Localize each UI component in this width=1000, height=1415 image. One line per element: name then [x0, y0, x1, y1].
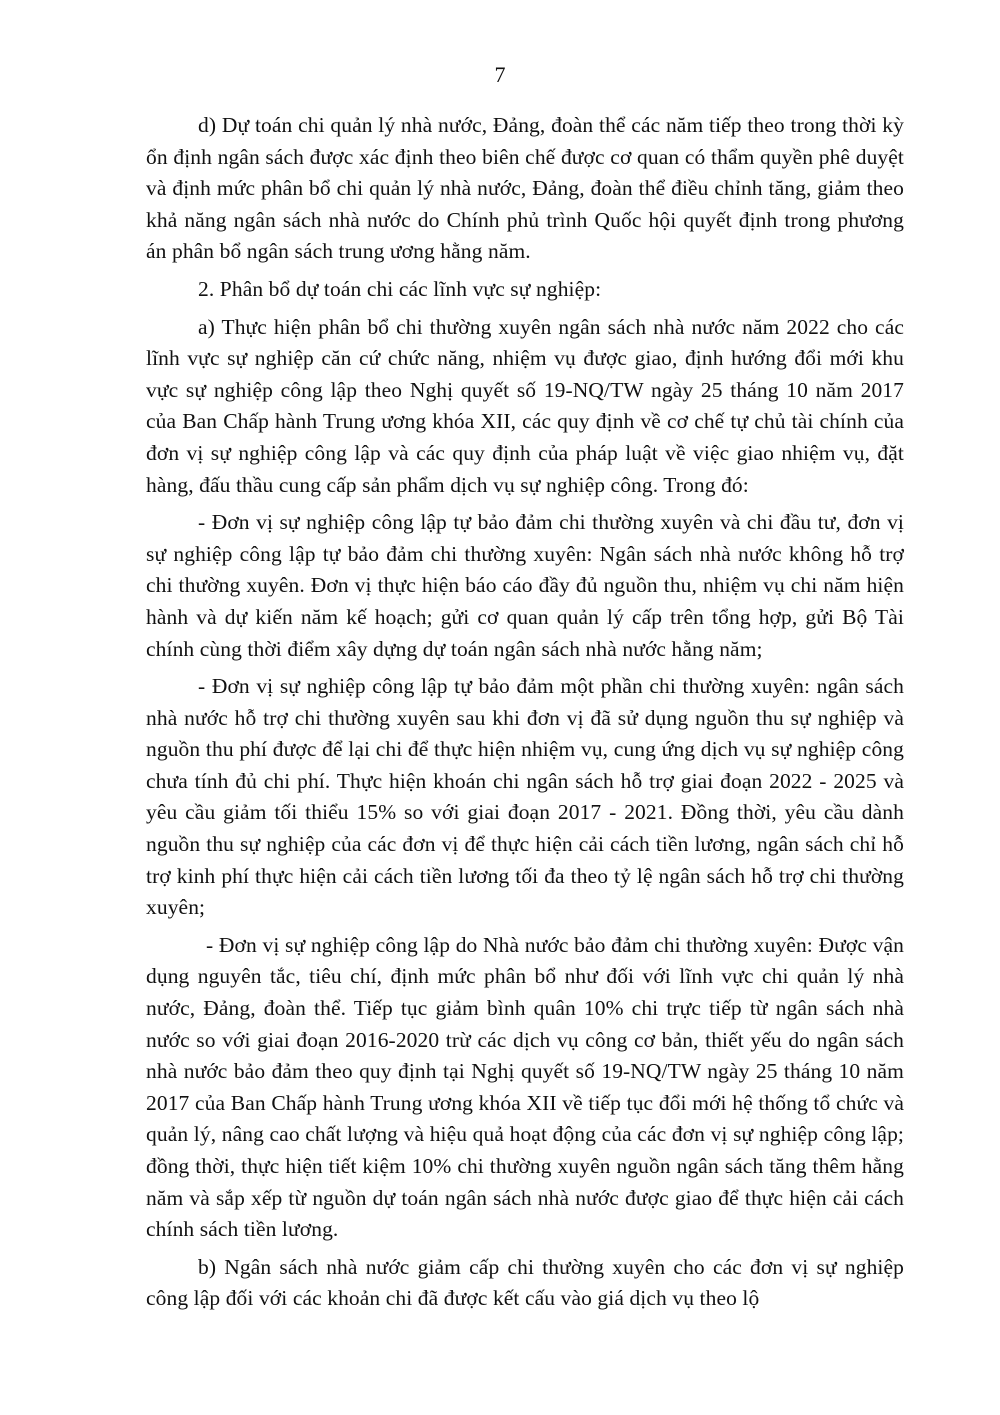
section-heading-2: 2. Phân bổ dự toán chi các lĩnh vực sự nghiệp: [198, 276, 602, 301]
bullet-self-financed-units: - Đơn vị sự nghiệp công lập tự bảo đảm chi thường xuyên và chi đầu tư, đơn vị sự nghiệp công lập tự bảo đảm chi thường xuyên: Ngân sách nhà nước không hỗ trợ chi thường xuyên. Đơn vị thực hiện báo cáo đầy đủ nguồn thu, nhiệm vụ chi năm hiện hành và dự kiến năm kế hoạch; gửi cơ quan quản lý cấp trên tổng hợp, gửi Bộ Tài chính cùng thời điểm xây dựng dự toán ngân sách nhà nước hằng năm; [146, 510, 904, 661]
page-number: 7 [494, 62, 506, 87]
paragraph-a-allocation: a) Thực hiện phân bổ chi thường xuyên ngân sách nhà nước năm 2022 cho các lĩnh vực sự nghiệp căn cứ chức năng, nhiệm vụ được giao, định hướng đổi mới khu vực sự nghiệp công lập theo Nghị quyết số 19-NQ/TW ngày 25 tháng 10 năm 2017 của Ban Chấp hành Trung ương khóa XII, các quy định về cơ chế tự chủ tài chính của đơn vị sự nghiệp công lập và các quy định của pháp luật về việc giao nhiệm vụ, đặt hàng, đấu thầu cung cấp sản phẩm dịch vụ sự nghiệp công. Trong đó: [146, 314, 904, 497]
bullet-partially-financed-units: - Đơn vị sự nghiệp công lập tự bảo đảm một phần chi thường xuyên: ngân sách nhà nước hỗ trợ chi thường xuyên sau khi đơn vị đã sử dụng nguồn thu sự nghiệp và nguồn thu phí được để lại chi để thực hiện nhiệm vụ, cung ứng dịch vụ sự nghiệp công chưa tính đủ chi phí. Thực hiện khoán chi ngân sách hỗ trợ giai đoạn 2022 - 2025 và yêu cầu giảm tối thiểu 15% so với giai đoạn 2017 - 2021. Đồng thời, yêu cầu dành nguồn thu sự nghiệp của các đơn vị để thực hiện cải cách tiền lương, ngân sách chỉ hỗ trợ kinh phí thực hiện cải cách tiền lương tối đa theo tỷ lệ ngân sách hỗ trợ chi thường xuyên; [146, 674, 904, 920]
document-body [146, 110, 904, 1315]
paragraph-d-management-budget: d) Dự toán chi quản lý nhà nước, Đảng, đoàn thể các năm tiếp theo trong thời kỳ ổn định ngân sách được xác định theo biên chế được cơ quan có thẩm quyền phê duyệt và định mức phân bổ chi quản lý nhà nước, Đảng, đoàn thể điều chỉnh tăng, giảm theo khả năng ngân sách nhà nước do Chính phủ trình Quốc hội quyết định trong phương án phân bổ ngân sách trung ương hằng năm. [146, 113, 904, 264]
paragraph-b-budget-reduction: b) Ngân sách nhà nước giảm cấp chi thường xuyên cho các đơn vị sự nghiệp công lập đối với các khoản chi đã được kết cấu vào giá dịch vụ theo lộ [146, 1254, 904, 1311]
bullet-state-financed-units: - Đơn vị sự nghiệp công lập do Nhà nước bảo đảm chi thường xuyên: Được vận dụng nguyên tắc, tiêu chí, định mức phân bổ như đối với lĩnh vực chi quản lý nhà nước, Đảng, đoàn thể. Tiếp tục giảm bình quân 10% chi trực tiếp từ ngân sách nhà nước so với giai đoạn 2016-2020 trừ các dịch vụ công cơ bản, thiết yếu do ngân sách nhà nước bảo đảm theo quy định tại Nghị quyết số 19-NQ/TW ngày 25 tháng 10 năm 2017 của Ban Chấp hành Trung ương khóa XII về tiếp tục đổi mới hệ thống tổ chức và quản lý, nâng cao chất lượng và hiệu quả hoạt động của các đơn vị sự nghiệp công lập; đồng thời, thực hiện tiết kiệm 10% chi thường xuyên nguồn ngân sách tăng thêm hằng năm và sắp xếp từ nguồn dự toán ngân sách nhà nước được giao để thực hiện cải cách chính sách tiền lương. [146, 932, 904, 1242]
